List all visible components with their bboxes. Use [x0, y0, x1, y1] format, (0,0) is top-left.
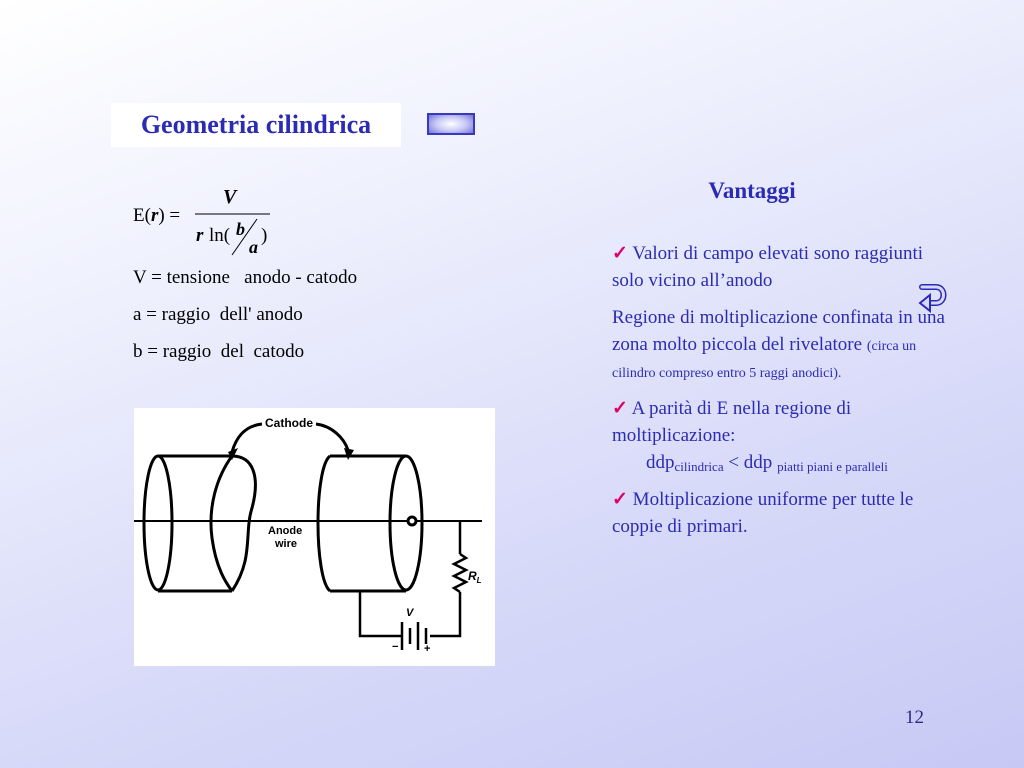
right-cylinder-end: [390, 456, 422, 590]
checkmark-icon: ✓: [612, 489, 628, 510]
v-label: V: [406, 607, 414, 619]
cathode-arrow-right: [316, 424, 348, 450]
action-button[interactable]: [427, 113, 475, 135]
item-note: (circa un cilindro compreso entro 5 raggi anodici).: [612, 339, 917, 381]
list-item: [612, 395, 947, 480]
item-text: Regione di moltiplicazione confinata in una zona molto piccola del rivelatore: [612, 307, 945, 355]
definition-a: a = raggio dell' anodo: [133, 304, 303, 325]
cathode-arrowhead-right: [344, 448, 354, 460]
definition-b: b = raggio del catodo: [133, 341, 305, 362]
ddp-comparison: [646, 452, 888, 473]
item-text: Valori di campo elevati sono raggiunti solo vicino all’anodo: [612, 243, 924, 291]
resistor: [454, 554, 466, 592]
formula-lhs-close: ) =: [158, 205, 181, 226]
item-text: Moltiplicazione uniforme per tutte le coppie di primari.: [612, 489, 914, 537]
advantages-heading: Vantaggi: [708, 178, 796, 203]
formula-den-b: b: [236, 219, 245, 239]
circuit-wire-right: [430, 592, 460, 636]
item-text: A parità di E nella regione di moltiplicazione:: [612, 398, 852, 446]
list-item: [612, 304, 947, 385]
anode-label: Anode: [268, 525, 303, 537]
formula-den-var: r: [196, 225, 204, 246]
plus-sign: +: [424, 643, 431, 655]
formula-lhs-var: r: [150, 205, 159, 226]
definition-v: V = tensione anodo - catodo: [133, 267, 358, 288]
formula-den-ln: ln(: [209, 225, 231, 246]
ddp-left: ddp: [646, 452, 675, 473]
wire-label: wire: [275, 538, 298, 550]
ddp-op: < ddp: [723, 452, 778, 473]
left-cylinder-inner: [211, 456, 232, 591]
left-cylinder-cut: [232, 456, 255, 591]
cylinder-diagram: [134, 408, 495, 666]
slide-title: Geometria cilindrica: [140, 110, 372, 139]
field-formula: [133, 183, 433, 373]
cylinder-diagram-svg: [134, 408, 495, 666]
formula-den-a: a: [249, 237, 258, 257]
slide-title-box: [111, 103, 401, 147]
circuit-wire-left: [360, 591, 402, 636]
left-cylinder-end: [144, 456, 172, 590]
ddp-left-sub: cilindrica: [674, 459, 724, 474]
ddp-right-sub: piatti piani e paralleli: [777, 459, 888, 474]
page-number: 12: [905, 707, 924, 728]
svg-text:RL: [468, 569, 482, 585]
return-arrow-icon[interactable]: [916, 281, 948, 313]
advantages-list: [612, 240, 947, 550]
rl-sub: L: [476, 576, 482, 585]
formula-lhs: E(: [133, 205, 151, 226]
formula-fraction: [133, 183, 433, 268]
rl-label: R: [468, 569, 477, 583]
checkmark-icon: ✓: [612, 243, 628, 264]
svg-text:E(r) =: [133, 205, 180, 226]
checkmark-icon: ✓: [612, 398, 628, 419]
formula-den-close: ): [261, 225, 268, 246]
right-cylinder-back: [318, 456, 330, 591]
formula-numerator: V: [223, 186, 237, 208]
minus-sign: −: [392, 641, 399, 653]
cathode-arrow-left: [232, 424, 262, 452]
list-item: [612, 486, 947, 540]
list-item: [612, 240, 947, 294]
cathode-label: Cathode: [265, 416, 313, 430]
wire-terminal: [408, 517, 416, 525]
